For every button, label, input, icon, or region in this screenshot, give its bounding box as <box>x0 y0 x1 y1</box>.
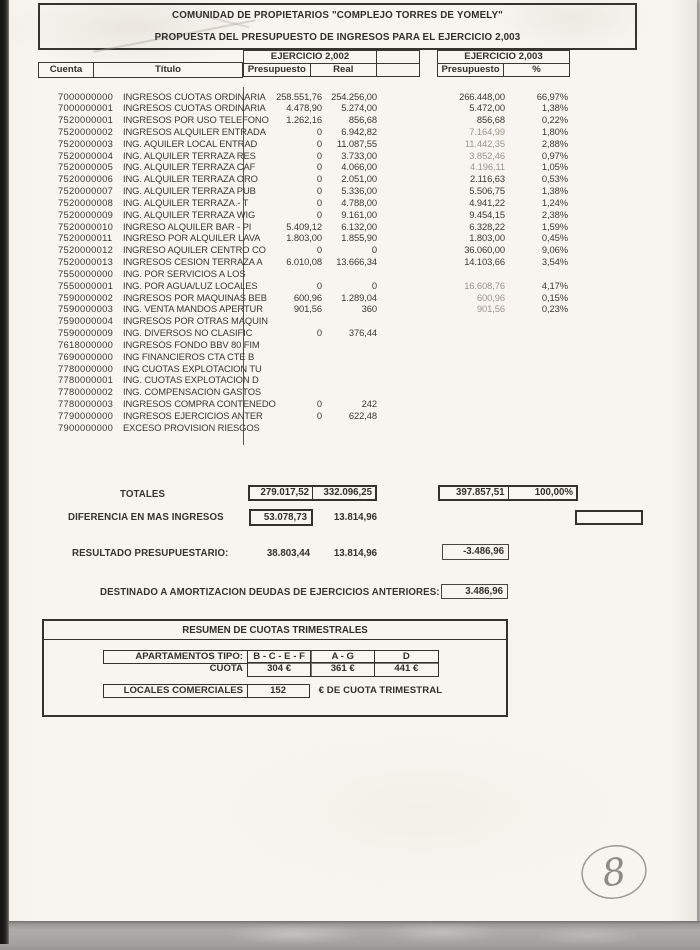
account-title: ING. ALQUILER TERRAZA CAF <box>123 161 256 173</box>
percent-value: 0,22% <box>541 114 568 126</box>
account-title: INGRESOS COMPRA CONTENEDO <box>123 398 276 410</box>
table-row <box>0 351 700 363</box>
real-2002-value: 242 <box>361 398 377 410</box>
total-real-2002: 332.096,25 <box>323 487 372 498</box>
resultado-2002: 38.803,44 <box>266 548 310 559</box>
scanner-edge-left <box>0 0 9 944</box>
presupuesto-2002-value: 1.262,16 <box>286 114 322 126</box>
presupuesto-2002-value: 0 <box>316 149 322 161</box>
presupuesto-2002-value: 901,56 <box>293 303 322 315</box>
real-2002-value: 0 <box>371 279 377 291</box>
account-title: INGRESOS POR MAQUINAS BEB <box>123 291 267 303</box>
account-number: 7790000000 <box>58 409 114 421</box>
real-2002-value: 9.161,00 <box>341 208 377 220</box>
account-number: 7900000000 <box>58 421 114 433</box>
real-2002-value: 856,68 <box>348 114 377 126</box>
table-row <box>0 410 700 422</box>
percent-value: 1,05% <box>541 161 568 173</box>
presupuesto-2002-value: 0 <box>316 327 322 339</box>
presupuesto-2002-value: 0 <box>316 244 322 256</box>
real-2002-value: 6.132,00 <box>341 220 377 232</box>
real-2002-value: 4.788,00 <box>341 196 377 208</box>
account-number: 7780000002 <box>58 386 114 398</box>
real-2002-value: 11.087,55 <box>336 137 377 149</box>
table-row <box>0 374 700 386</box>
percent-value: 2,88% <box>541 137 568 149</box>
column-group-2003 <box>437 50 570 77</box>
table-row <box>0 161 700 173</box>
account-number: 7520000008 <box>58 196 114 208</box>
account-title: INGRESO POR ALQUILER LAVA <box>123 232 261 244</box>
col-header-real-2002: Real <box>333 64 354 75</box>
account-number: 7550000001 <box>58 279 114 291</box>
real-2002-value: 1.289,04 <box>341 291 377 303</box>
account-number: 7520000006 <box>58 173 114 185</box>
resumen-title: RESUMEN DE CUOTAS TRIMESTRALES <box>182 625 368 636</box>
account-title: ING. CUOTAS EXPLOTACION D <box>123 374 259 386</box>
table-row <box>0 244 700 256</box>
presupuesto-2003-value: 14.103,66 <box>464 256 505 268</box>
presupuesto-2003-value: 11.442,35 <box>464 137 505 149</box>
table-row <box>0 232 700 244</box>
presupuesto-2003-value: 16.608,76 <box>464 279 505 291</box>
account-number: 7520000007 <box>58 185 114 197</box>
presupuesto-2003-value: 2.116,63 <box>470 173 505 185</box>
table-row <box>0 339 700 351</box>
account-number: 7520000011 <box>58 232 113 244</box>
resultado-real-2002: 13.814,96 <box>333 548 377 559</box>
table-row <box>0 386 700 398</box>
real-2002-value: 2.051,00 <box>341 173 377 185</box>
real-2002-value: 4.066,00 <box>341 161 377 173</box>
account-number: 7590000009 <box>58 327 114 339</box>
account-title: ING. ALQUILER TERRAZA WIG <box>123 208 256 220</box>
presupuesto-2003-value: 4.941,22 <box>469 196 505 208</box>
presupuesto-2002-value: 0 <box>316 137 322 149</box>
presupuesto-2002-value: 0 <box>316 208 322 220</box>
presupuesto-2003-value: 3.852,46 <box>469 149 505 161</box>
presupuesto-2003-value: 36.060,00 <box>464 244 505 256</box>
real-2002-value: 360 <box>361 303 377 315</box>
table-row <box>0 422 700 434</box>
real-2002-value: 3.733,00 <box>341 149 377 161</box>
table-row <box>0 197 700 209</box>
real-2002-value: 6.942,82 <box>341 125 377 137</box>
presupuesto-2002-value: 5.409,12 <box>286 220 322 232</box>
document-title: COMUNIDAD DE PROPIETARIOS "COMPLEJO TORRES DE YOMELY" <box>172 10 503 21</box>
col-header-presupuesto-2003: Presupuesto <box>438 64 504 77</box>
presupuesto-2003-value: 266.448,00 <box>459 90 505 102</box>
presupuesto-2003-value: 1.803,00 <box>469 232 505 244</box>
diferencia-real-value: 13.814,96 <box>333 512 377 523</box>
percent-value: 66,97% <box>536 90 568 102</box>
account-number: 7590000003 <box>58 303 114 315</box>
account-number: 7520000002 <box>58 125 114 137</box>
table-row <box>0 209 700 221</box>
handwritten-page-number <box>572 834 658 912</box>
column-group-2002 <box>243 50 377 77</box>
presupuesto-2002-value: 0 <box>316 398 322 410</box>
account-title: INGRESOS CUOTAS ORDINARIA <box>123 102 266 114</box>
presupuesto-2002-value: 258.551,76 <box>276 90 322 102</box>
table-row <box>0 303 700 315</box>
account-title: INGRESOS CESION TERRAZA A <box>123 256 263 268</box>
totals-2002-box <box>248 485 377 501</box>
tipo-ag: A - G <box>310 650 375 664</box>
resumen-cuotas-box <box>42 619 508 717</box>
table-row <box>0 221 700 233</box>
group-2003-label: EJERCICIO 2,003 <box>438 51 569 64</box>
presupuesto-2002-value: 0 <box>316 185 322 197</box>
percent-value: 1,59% <box>541 220 568 232</box>
col-header-presupuesto-2002: Presupuesto <box>244 64 311 77</box>
resultado-2003-box: -3.486,96 <box>442 544 509 560</box>
account-title: ING CUOTAS EXPLOTACION TU <box>123 362 262 374</box>
account-number: 7690000000 <box>58 350 114 362</box>
locales-row <box>103 684 442 698</box>
presupuesto-2002-value: 600,96 <box>293 291 322 303</box>
account-title: ING. ALQUILER TERRAZA ORO <box>123 173 258 185</box>
account-title: ING. POR AGUA/LUZ LOCALES <box>123 279 258 291</box>
account-title: INGRESOS POR USO TELEFONO <box>123 114 269 126</box>
apartamentos-table <box>103 650 439 677</box>
total-presupuesto-2003: 397.857,51 <box>440 487 509 499</box>
account-number: 7000000001 <box>58 102 114 114</box>
apartamentos-tipo-label: APARTAMENTOS TIPO: <box>103 650 248 664</box>
real-2002-value: 5.336,00 <box>341 185 377 197</box>
account-title: INGRESOS CUOTAS ORDINARIA <box>123 90 266 102</box>
account-title: INGRESOS ALQUILER ENTRADA <box>123 125 266 137</box>
destinado-value-box: 3.486,96 <box>441 584 508 599</box>
presupuesto-2002-value: 0 <box>316 161 322 173</box>
total-pct: 100,00% <box>534 487 573 498</box>
empty-header-cell <box>376 50 420 77</box>
account-number: 7520000010 <box>58 220 114 232</box>
real-2002-value: 13.666,34 <box>336 256 377 268</box>
account-number: 7780000003 <box>58 398 114 410</box>
group-2002-label: EJERCICIO 2,002 <box>244 51 376 64</box>
account-number: 7520000001 <box>58 114 114 126</box>
tipo-bcef: B - C - E - F <box>247 650 312 664</box>
presupuesto-2003-value: 4.196,11 <box>470 161 505 173</box>
account-number: 7520000012 <box>58 244 114 256</box>
presupuesto-2002-value: 6.010,08 <box>286 256 322 268</box>
table-row <box>0 150 700 162</box>
account-number: 7520000004 <box>58 149 114 161</box>
table-row <box>0 173 700 185</box>
table-row <box>0 268 700 280</box>
presupuesto-2003-value: 7.164,99 <box>469 125 505 137</box>
col-header-titulo: Título <box>154 64 182 75</box>
table-row <box>0 102 700 114</box>
table-row <box>0 280 700 292</box>
presupuesto-2003-value: 5.506,75 <box>469 185 505 197</box>
account-number: 7520000009 <box>58 208 114 220</box>
destinado-label: DESTINADO A AMORTIZACION DEUDAS DE EJERCICIOS ANTERIORES: <box>100 587 440 598</box>
table-row <box>0 363 700 375</box>
col-header-cuenta: Cuenta <box>39 63 94 77</box>
account-number: 7520000005 <box>58 161 114 173</box>
percent-value: 0,23% <box>541 303 568 315</box>
account-title: ING. DIVERSOS NO CLASIFIC <box>123 327 253 339</box>
account-title: INGRESO AQUILER CENTRO CO <box>123 244 266 256</box>
cuota-d: 441 € <box>374 662 439 677</box>
locales-value: 152 <box>247 684 310 698</box>
table-row <box>0 91 700 103</box>
account-title: ING. AQUILER LOCAL ENTRAD <box>123 137 258 149</box>
account-title: ING. ALQUILER TERRAZA.- T <box>123 196 249 208</box>
account-number: 7590000004 <box>58 315 114 327</box>
real-2002-value: 376,44 <box>348 327 377 339</box>
percent-value: 0,97% <box>541 149 568 161</box>
totals-2003-box <box>438 485 578 501</box>
account-number: 7780000000 <box>58 362 114 374</box>
presupuesto-2002-value: 0 <box>316 125 322 137</box>
account-title: ING. ALQUILER TERRAZA PUB <box>123 185 256 197</box>
account-number: 7000000000 <box>58 90 114 102</box>
cuota-label: CUOTA <box>209 663 243 675</box>
percent-value: 0,15% <box>541 291 568 303</box>
real-2002-value: 5.274,00 <box>341 102 377 114</box>
presupuesto-2002-value: 0 <box>316 196 322 208</box>
cuota-bcef: 304 € <box>247 662 312 677</box>
table-row <box>0 327 700 339</box>
table-row <box>0 185 700 197</box>
account-title: ING. VENTA MANDOS APERTUR <box>123 303 263 315</box>
percent-value: 1,38% <box>541 102 568 114</box>
percent-value: 1,24% <box>541 196 568 208</box>
account-title: INGRESOS FONDO BBV 80 FIM <box>123 338 260 350</box>
table-row <box>0 398 700 410</box>
account-number: 7520000003 <box>58 137 114 149</box>
presupuesto-2003-value: 901,56 <box>476 303 505 315</box>
presupuesto-2003-value: 5.472,00 <box>469 102 505 114</box>
account-number: 7590000002 <box>58 291 114 303</box>
account-title: INGRESOS EJERCICIOS ANTER <box>123 409 263 421</box>
document-header-box <box>38 3 637 50</box>
real-2002-value: 1.855,90 <box>341 232 377 244</box>
locales-suffix: € DE CUOTA TRIMESTRAL <box>318 685 443 696</box>
table-row <box>0 256 700 268</box>
total-presupuesto-2002: 279.017,52 <box>250 487 313 499</box>
empty-value-box <box>575 510 643 525</box>
presupuesto-2003-value: 6.328,22 <box>469 220 505 232</box>
account-title: INGRESO ALQUILER BAR - PI <box>123 220 252 232</box>
percent-value: 4,17% <box>541 279 568 291</box>
account-number: 7618000000 <box>58 338 114 350</box>
account-title: ING FINANCIEROS CTA CTE B <box>123 350 255 362</box>
resumen-title-underline <box>44 639 506 640</box>
diferencia-label: DIFERENCIA EN MAS INGRESOS <box>68 512 224 523</box>
cuota-ag: 361 € <box>310 662 375 677</box>
column-header-left <box>38 62 243 78</box>
percent-value: 0,53% <box>541 173 568 185</box>
scanner-background-bottom <box>0 921 700 950</box>
presupuesto-2002-value: 0 <box>316 409 322 421</box>
real-2002-value: 622,48 <box>348 409 377 421</box>
account-number: 7520000013 <box>58 256 114 268</box>
resultado-label: RESULTADO PRESUPUESTARIO: <box>72 548 229 559</box>
percent-value: 9,06% <box>541 244 568 256</box>
presupuesto-2003-value: 600,96 <box>476 291 505 303</box>
table-row <box>0 114 700 126</box>
document-subtitle: PROPUESTA DEL PRESUPUESTO DE INGRESOS PARA EL EJERCICIO 2,003 <box>154 32 521 43</box>
locales-label: LOCALES COMERCIALES <box>103 684 248 698</box>
table-row <box>0 138 700 150</box>
col-header-pct: % <box>532 64 541 75</box>
tipo-d: D <box>374 650 439 664</box>
account-number: 7550000000 <box>58 267 114 279</box>
percent-value: 1,80% <box>541 125 568 137</box>
account-title: INGRESOS POR OTRAS MAQUIN <box>123 315 268 327</box>
percent-value: 2,38% <box>541 208 568 220</box>
presupuesto-2003-value: 856,68 <box>476 114 505 126</box>
page-number-digit: 8 <box>599 849 629 896</box>
table-row <box>0 315 700 327</box>
percent-value: 3,54% <box>541 256 568 268</box>
account-title: ING. COMPENSACION GASTOS <box>123 386 262 398</box>
table-row <box>0 292 700 304</box>
real-2002-value: 0 <box>371 244 377 256</box>
percent-value: 1,38% <box>541 185 568 197</box>
percent-value: 0,45% <box>541 232 568 244</box>
presupuesto-2002-value: 4.478,90 <box>286 102 322 114</box>
presupuesto-2003-value: 9.454,15 <box>469 208 505 220</box>
presupuesto-2002-value: 0 <box>316 279 322 291</box>
account-title: EXCESO PROVISION RIESGOS <box>123 421 260 433</box>
presupuesto-2002-value: 0 <box>316 173 322 185</box>
presupuesto-2002-value: 1.803,00 <box>286 232 322 244</box>
diferencia-boxed-value: 53.078,73 <box>249 509 313 526</box>
account-number: 7780000001 <box>58 374 114 386</box>
account-title: ING. POR SERVICIOS A LOS <box>123 267 246 279</box>
table-row <box>0 126 700 138</box>
real-2002-value: 254.256,00 <box>331 90 377 102</box>
totales-label: TOTALES <box>120 489 166 500</box>
account-title: ING. ALQUILER TERRAZA RES <box>123 149 256 161</box>
